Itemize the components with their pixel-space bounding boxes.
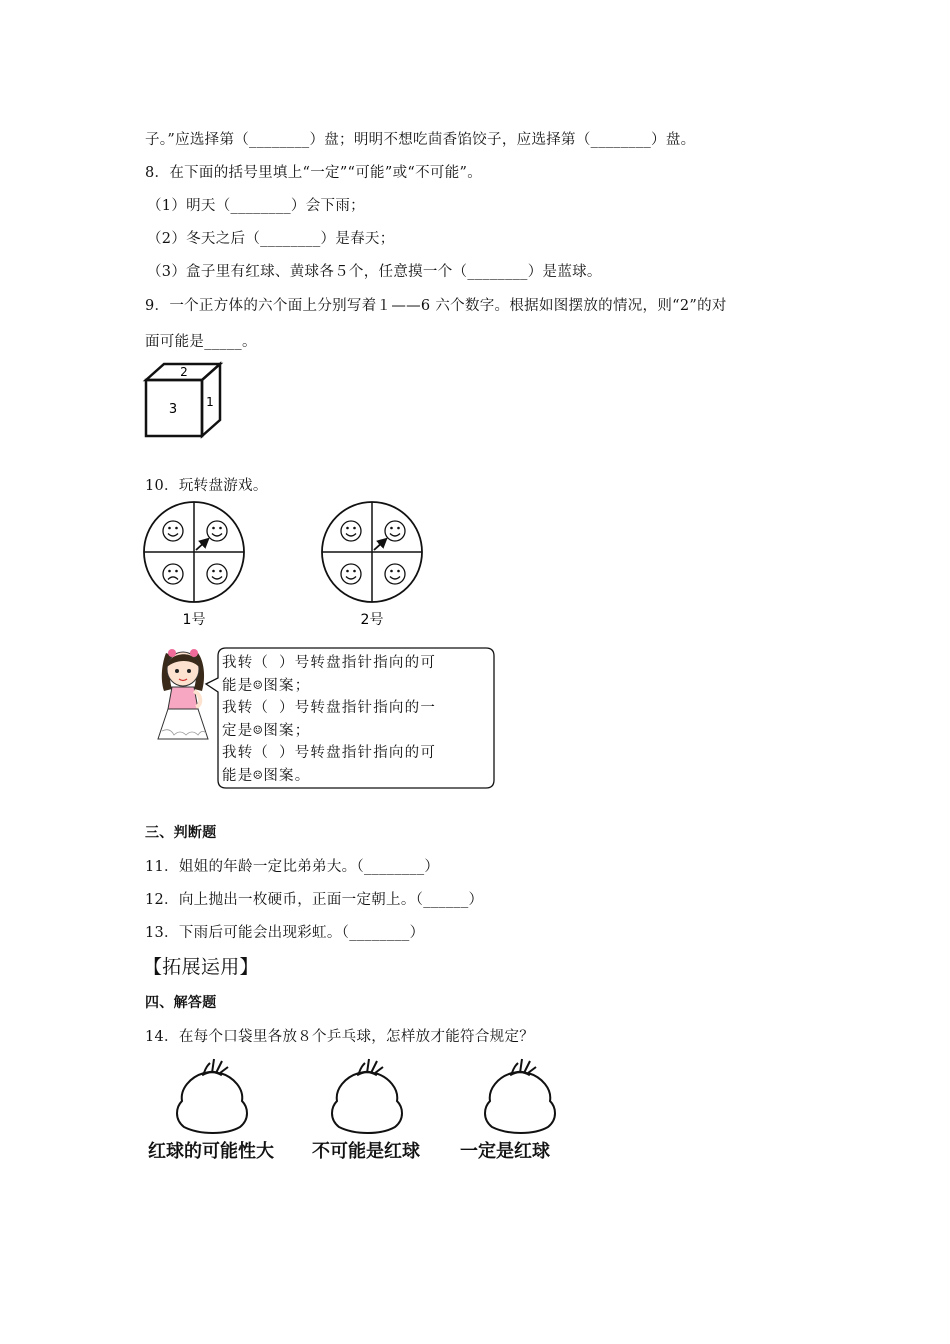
bag-icon — [170, 1055, 260, 1135]
judge-item-11: 11．姐姐的年龄一定比弟弟大。（________） — [145, 859, 440, 875]
smile-face-icon — [207, 564, 227, 584]
q8-title: 8．在下面的括号里填上“一定”“可能”或“不可能”。 — [145, 165, 483, 181]
bag-label-2: 不可能是红球 — [312, 1141, 420, 1162]
smile-face-icon — [207, 521, 227, 541]
q8-item-1: （1）明天（________）会下雨； — [147, 198, 365, 214]
section-4-title: 四、解答题 — [145, 995, 217, 1011]
spinner-pointer-icon — [374, 540, 385, 550]
q10-title: 10．玩转盘游戏。 — [145, 478, 268, 494]
smile-face-icon — [385, 521, 405, 541]
bubble-line-3: 我转（ ）号转盘指针指向的一 — [222, 700, 437, 716]
bubble-line-4: 定是☺图案； — [222, 722, 311, 739]
bubble-line-1: 我转（ ）号转盘指针指向的可 — [222, 655, 437, 671]
smile-face-icon — [163, 521, 183, 541]
judge-item-13: 13．下雨后可能会出现彩虹。（________） — [145, 925, 425, 941]
spinner-figure — [138, 500, 458, 635]
bubble-line-6: 能是☹图案。 — [222, 767, 311, 784]
spinner-2 — [322, 502, 422, 628]
frown-face-icon — [163, 564, 183, 584]
q8-item-2: （2）冬天之后（________）是春天； — [147, 231, 395, 247]
spinner-pointer-icon — [196, 540, 207, 550]
spinner-1-label: 1号 — [182, 612, 206, 628]
bag-icon — [325, 1055, 415, 1135]
bag-label-1: 红球的可能性大 — [148, 1141, 274, 1162]
bubble-line-5: 我转（ ）号转盘指针指向的可 — [222, 745, 437, 761]
cube-figure — [140, 360, 230, 442]
bubble-text — [222, 652, 492, 787]
spinner-1 — [144, 502, 244, 628]
smile-face-icon — [341, 521, 361, 541]
bag-label-3: 一定是红球 — [460, 1141, 550, 1162]
smile-face-icon — [385, 564, 405, 584]
bubble-line-2: 能是☺图案； — [222, 677, 311, 694]
q14-text: 14．在每个口袋里各放８个乒乓球，怎样放才能符合规定？ — [145, 1029, 535, 1045]
section-3-title: 三、判断题 — [145, 825, 217, 841]
extension-title: 【拓展运用】 — [143, 956, 259, 978]
q9-line-1: 9．一个正方体的六个面上分别写着１——6 六个数字。根据如图摆放的情况，则“2”的对 — [145, 298, 727, 314]
bag-icon — [478, 1055, 568, 1135]
cube-right-number: 1 — [206, 395, 214, 409]
q8-item-3: （3）盒子里有红球、黄球各５个，任意摸一个（________）是蓝球。 — [147, 264, 602, 280]
cube-top-number: 2 — [180, 365, 188, 379]
cube-front-number: 3 — [168, 402, 178, 417]
q7-line: 子。”应选择第（________）盘；明明不想吃茴香馅饺子，应选择第（________）盘。 — [145, 132, 696, 148]
smile-face-icon — [341, 564, 361, 584]
spinner-2-label: 2号 — [360, 612, 384, 628]
judge-item-12: 12．向上抛出一枚硬币，正面一定朝上。（______） — [145, 892, 484, 908]
q9-line-2: 面可能是_____。 — [145, 334, 257, 350]
